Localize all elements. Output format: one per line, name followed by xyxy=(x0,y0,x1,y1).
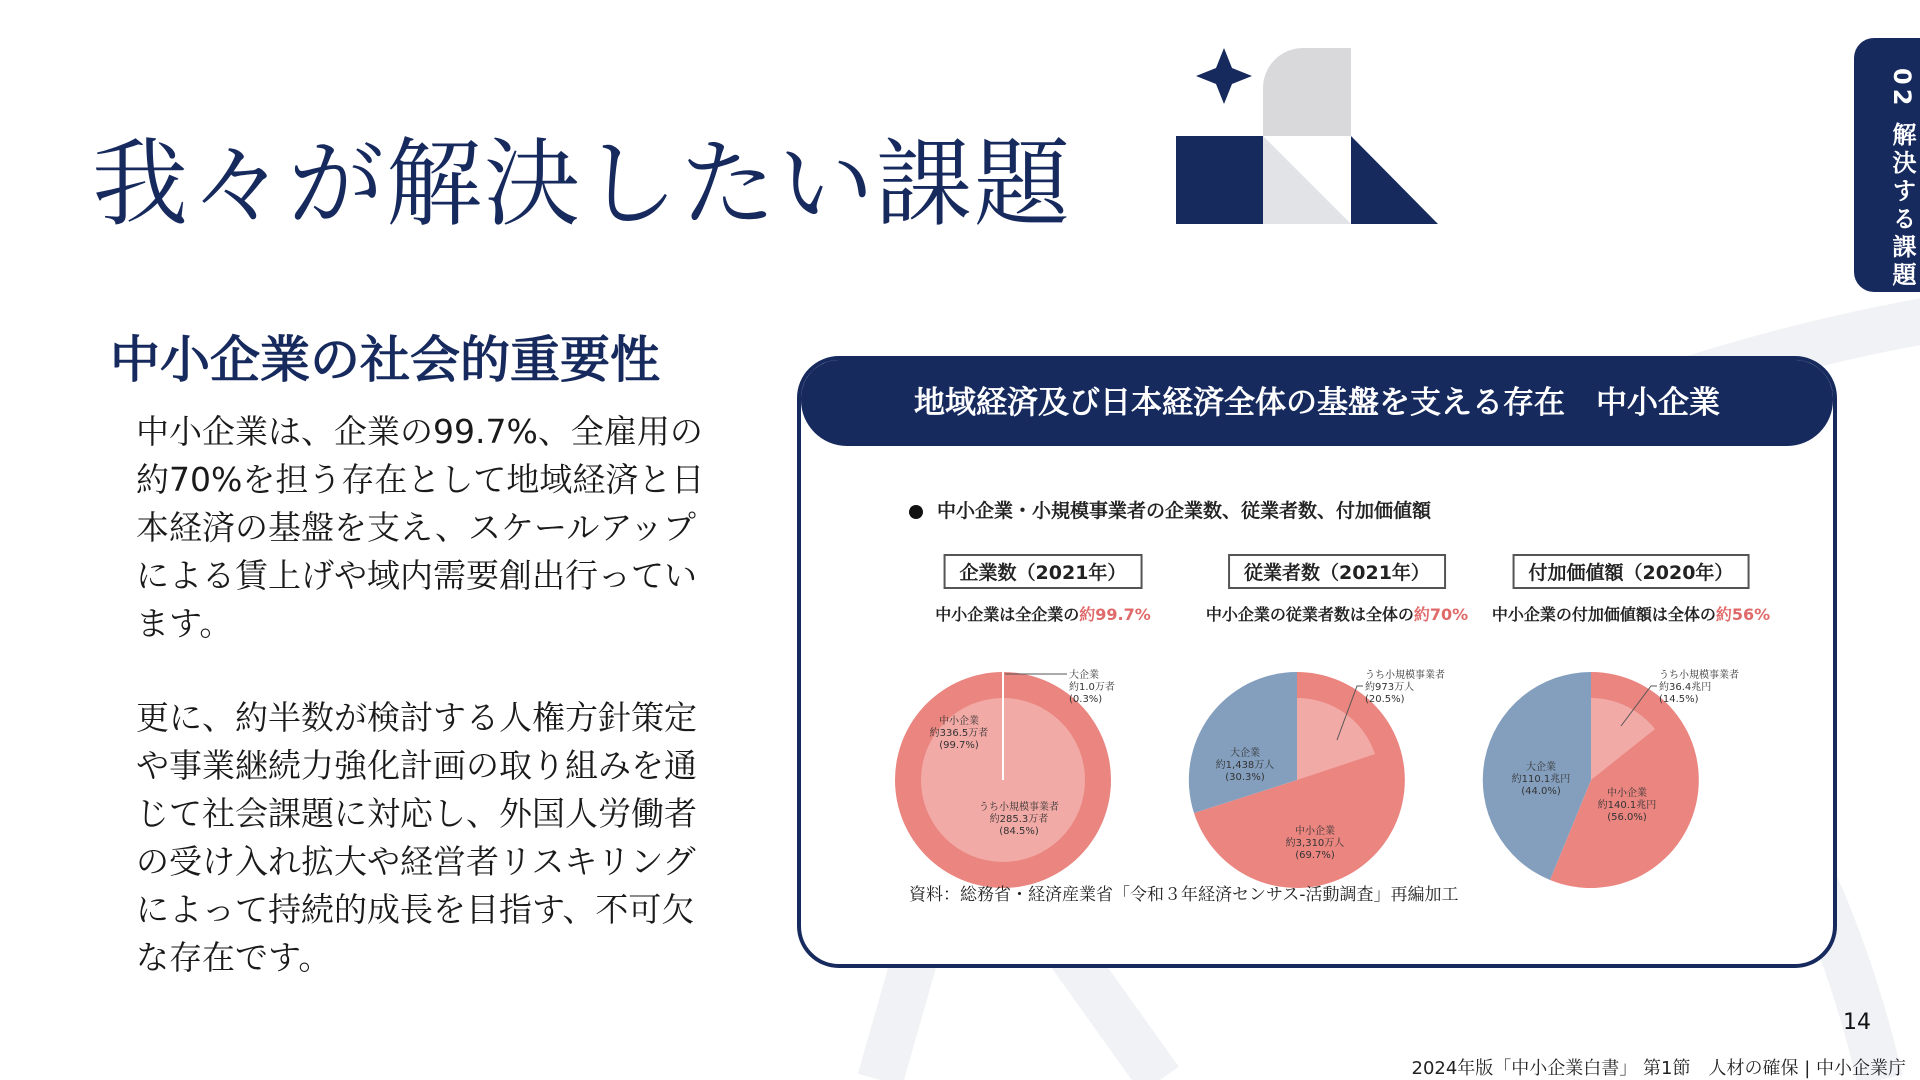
pie-percent: (0.3%) xyxy=(1069,694,1103,705)
pie-label: 中小企業 xyxy=(939,716,979,727)
section-tab xyxy=(1854,38,1920,292)
pie-title: 従業者数（2021年） xyxy=(1228,554,1446,589)
pie-percent: (14.5%) xyxy=(1659,694,1699,705)
pie-percent: (30.3%) xyxy=(1225,772,1265,783)
pie-label: 約36.4兆円 xyxy=(1659,682,1712,693)
pie-label: 大企業 xyxy=(1230,748,1260,759)
chart-title xyxy=(909,496,1431,523)
pie-percent: (69.7%) xyxy=(1295,850,1335,861)
pie-percent: (20.5%) xyxy=(1365,694,1405,705)
pie-title: 付加価値額（2020年） xyxy=(1513,554,1750,589)
pie-title: 企業数（2021年） xyxy=(944,554,1143,589)
pie-label: 中小企業 xyxy=(1295,826,1335,837)
panel-header: 地域経済及び日本経済全体の基盤を支える存在 中小企業 xyxy=(801,360,1833,446)
pie-label: うち小規模事業者 xyxy=(1659,670,1739,681)
pie-subtitle: 中小企業の付加価値額は全体の約56% xyxy=(1491,605,1771,624)
pie-label: 約336.5万者 xyxy=(929,728,989,739)
pie-label: 約285.3万者 xyxy=(989,814,1049,825)
pie-percent: (99.7%) xyxy=(939,740,979,751)
body-paragraph-2: 更に、約半数が検討する人権方針策定や事業継続力強化計画の取り組みを通じて社会課題に対応し、外国人労働者の受け入れ拡大や経営者リスキリングによって持続的成長を目指す、不可欠な存在です。 xyxy=(136,698,697,977)
pie-svg xyxy=(1187,630,1487,890)
pie-label: 約140.1兆円 xyxy=(1597,800,1657,811)
pie-label: 約973万人 xyxy=(1365,682,1415,693)
page-number: 14 xyxy=(1843,1010,1871,1035)
source-note: 資料：総務省・経済産業省「令和３年経済センサス‐活動調査」再編加工 xyxy=(909,885,1459,905)
pie-chart-enterprises xyxy=(893,554,1193,894)
pie-label: 約3,310万人 xyxy=(1285,838,1345,849)
pie-label: 大企業 xyxy=(1526,762,1556,773)
pie-label: うち小規模事業者 xyxy=(1365,670,1445,681)
pie-label: 約1,438万人 xyxy=(1215,760,1275,771)
pie-label: 中小企業 xyxy=(1607,788,1647,799)
section-tab-label: 02 解決する課題 xyxy=(1888,68,1916,290)
brand-logo xyxy=(1176,48,1438,224)
page-title: 我々が解決したい課題 xyxy=(92,128,1072,240)
pie-chart-employees xyxy=(1187,554,1487,894)
footer-citation: 2024年版「中小企業白書」 第1節 人材の確保 | 中小企業庁 xyxy=(1411,1058,1906,1079)
pie-percent: (84.5%) xyxy=(999,826,1039,837)
pie-label: 約110.1兆円 xyxy=(1511,774,1571,785)
pie-subtitle: 中小企業の従業者数は全体の約70% xyxy=(1205,605,1469,624)
pie-label: うち小規模事業者 xyxy=(979,802,1059,813)
body-paragraph-1: 中小企業は、企業の99.7%、全雇用の約70%を担う存在として地域経済と日本経済の基盤を支え、スケールアップによる賃上げや域内需要創出行っています。 xyxy=(136,412,705,643)
section-heading: 中小企業の社会的重要性 xyxy=(110,331,660,389)
pie-percent: (56.0%) xyxy=(1607,812,1647,823)
pie-label: 大企業 xyxy=(1069,670,1099,681)
pie-label: 約1.0万者 xyxy=(1069,682,1115,693)
pie-svg xyxy=(1481,630,1781,890)
pie-percent: (44.0%) xyxy=(1521,786,1561,797)
chart-title-text: 中小企業・小規模事業者の企業数、従業者数、付加価値額 xyxy=(937,500,1432,522)
pie-chart-value-added xyxy=(1481,554,1781,894)
pie-subtitle: 中小企業は全企業の約99.7% xyxy=(935,605,1151,624)
pie-svg xyxy=(893,630,1193,890)
info-panel xyxy=(797,356,1837,968)
bullet-icon xyxy=(909,505,923,519)
